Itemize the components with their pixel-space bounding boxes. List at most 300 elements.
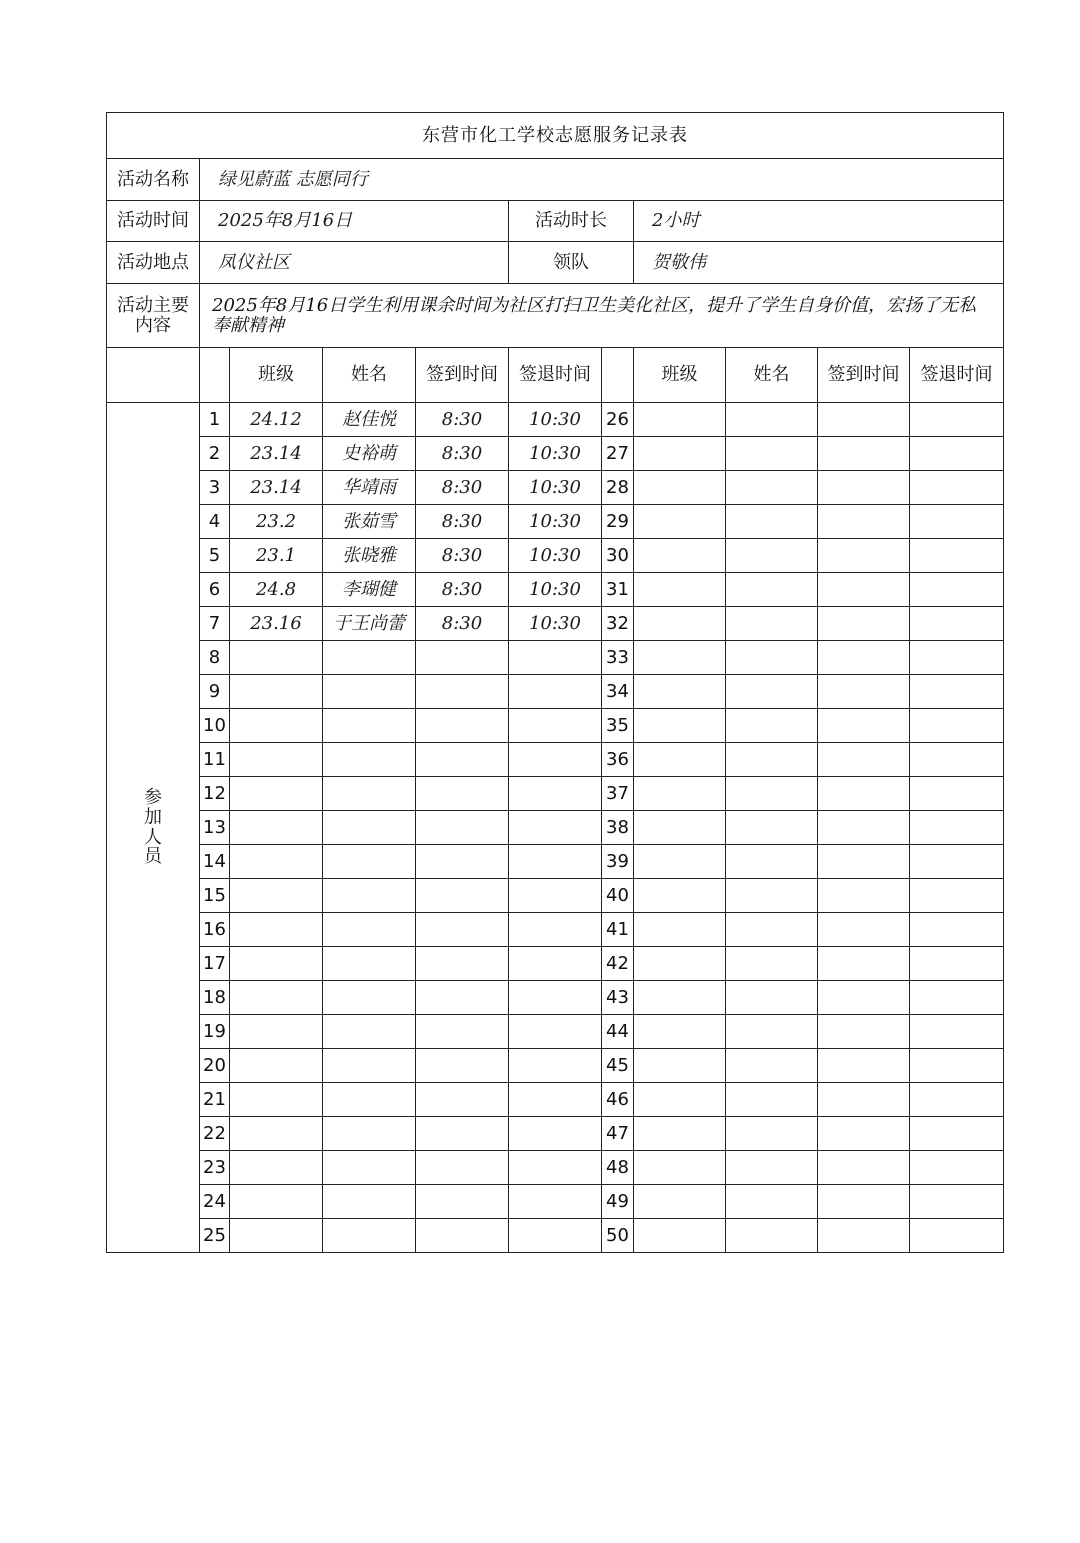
signin-cell [818,811,910,845]
record-table [106,112,1004,1253]
class-cell [634,1049,726,1083]
signout-cell [910,947,1004,981]
class-cell [230,743,323,777]
name-cell [323,1083,416,1117]
row-number-right: 45 [602,1049,634,1083]
row-number-left: 2 [200,437,230,471]
name-cell [323,1219,416,1253]
row-number-left: 9 [200,675,230,709]
name-cell [323,641,416,675]
signout-cell [910,1117,1004,1151]
signin-cell [818,403,910,437]
signin-cell [416,1185,509,1219]
row-number-right: 26 [602,403,634,437]
signin-cell [818,845,910,879]
header-no-blank-left [200,348,230,403]
signin-cell [416,709,509,743]
signout-cell [509,1151,602,1185]
row-number-left: 24 [200,1185,230,1219]
volunteer-record-form [106,112,1003,1252]
form-title: 东营市化工学校志愿服务记录表 [107,113,1004,159]
class-cell [634,403,726,437]
name-cell [726,947,818,981]
signin-cell: 8:30 [416,403,509,437]
participant-row [107,777,1004,811]
name-cell [323,1117,416,1151]
leader-label: 领队 [509,242,634,284]
signout-cell [910,879,1004,913]
name-cell [323,1015,416,1049]
row-number-right: 47 [602,1117,634,1151]
signin-cell [416,811,509,845]
name-cell [726,437,818,471]
name-cell [726,777,818,811]
signout-cell [910,607,1004,641]
row-number-left: 12 [200,777,230,811]
signout-cell [509,675,602,709]
signin-cell [818,777,910,811]
class-cell [634,437,726,471]
class-cell [230,845,323,879]
row-number-right: 37 [602,777,634,811]
signout-cell [509,1049,602,1083]
signin-cell [818,1049,910,1083]
signout-cell [509,1083,602,1117]
class-cell [634,947,726,981]
signout-cell [509,1015,602,1049]
name-cell [726,1219,818,1253]
row-number-right: 30 [602,539,634,573]
row-number-left: 7 [200,607,230,641]
name-cell [726,471,818,505]
participant-row [107,1151,1004,1185]
class-cell [634,913,726,947]
name-cell [726,879,818,913]
row-number-left: 17 [200,947,230,981]
name-cell: 华靖雨 [323,471,416,505]
row-number-right: 38 [602,811,634,845]
row-number-left: 3 [200,471,230,505]
class-cell [634,879,726,913]
signout-cell [910,403,1004,437]
signin-cell: 8:30 [416,505,509,539]
participants-label: 参 加 人 员 [107,403,200,1253]
row-number-left: 1 [200,403,230,437]
participant-row [107,641,1004,675]
row-number-left: 20 [200,1049,230,1083]
activity-name-value: 绿见蔚蓝 志愿同行 [200,159,1004,201]
participant-row [107,471,1004,505]
name-cell [726,811,818,845]
signout-cell: 10:30 [509,471,602,505]
row-number-right: 49 [602,1185,634,1219]
signin-cell [818,981,910,1015]
signout-cell [509,777,602,811]
participant-row [107,403,1004,437]
name-cell: 李瑚健 [323,573,416,607]
class-cell [634,845,726,879]
participant-row [107,947,1004,981]
class-cell: 23.14 [230,471,323,505]
signout-cell [509,709,602,743]
name-cell [726,845,818,879]
signin-cell [818,675,910,709]
signin-cell [416,981,509,1015]
signin-cell [818,607,910,641]
participant-row [107,675,1004,709]
signin-cell [818,1151,910,1185]
row-number-left: 15 [200,879,230,913]
signin-cell [416,879,509,913]
signin-cell [416,777,509,811]
class-cell [634,607,726,641]
signout-cell [910,641,1004,675]
signout-cell [910,1185,1004,1219]
name-cell: 于王尚蕾 [323,607,416,641]
class-cell [230,1015,323,1049]
signin-cell [416,947,509,981]
signin-cell [818,1219,910,1253]
signout-cell [910,471,1004,505]
location-label: 活动地点 [107,242,200,284]
row-number-right: 50 [602,1219,634,1253]
signin-cell [818,573,910,607]
signin-cell: 8:30 [416,573,509,607]
signin-cell [818,471,910,505]
participant-row [107,1049,1004,1083]
participant-row [107,981,1004,1015]
signin-cell [818,879,910,913]
signin-cell [416,641,509,675]
name-cell [323,1151,416,1185]
signout-cell [910,811,1004,845]
signout-cell [910,505,1004,539]
row-number-right: 36 [602,743,634,777]
class-cell [634,777,726,811]
row-number-right: 32 [602,607,634,641]
participant-row [107,1185,1004,1219]
name-cell [726,403,818,437]
signin-cell [818,1015,910,1049]
class-cell [230,947,323,981]
class-cell [230,1117,323,1151]
header-name-left: 姓名 [323,348,416,403]
class-cell [634,573,726,607]
signout-cell: 10:30 [509,539,602,573]
name-cell [726,1185,818,1219]
class-cell [634,1083,726,1117]
signin-cell [416,1049,509,1083]
signout-cell [509,1185,602,1219]
signin-cell [818,1083,910,1117]
class-cell [230,675,323,709]
class-cell [230,1151,323,1185]
row-number-right: 34 [602,675,634,709]
row-number-left: 4 [200,505,230,539]
participant-row [107,1015,1004,1049]
participant-row [107,709,1004,743]
participant-row [107,437,1004,471]
name-cell [323,947,416,981]
row-number-left: 18 [200,981,230,1015]
signout-cell [910,539,1004,573]
row-number-right: 35 [602,709,634,743]
class-cell: 24.12 [230,403,323,437]
class-cell [230,879,323,913]
name-cell [323,777,416,811]
class-cell: 23.1 [230,539,323,573]
name-cell [726,1117,818,1151]
row-number-right: 48 [602,1151,634,1185]
signout-cell [509,1219,602,1253]
signin-cell [416,675,509,709]
name-cell [726,1015,818,1049]
participant-row [107,879,1004,913]
signout-cell: 10:30 [509,403,602,437]
class-cell [634,1219,726,1253]
signout-cell: 10:30 [509,505,602,539]
signin-cell: 8:30 [416,471,509,505]
class-cell [230,981,323,1015]
row-number-right: 46 [602,1083,634,1117]
header-signout-right: 签退时间 [910,348,1004,403]
name-cell [726,607,818,641]
name-cell [726,743,818,777]
content-value: 2025年8月16日学生利用课余时间为社区打扫卫生美化社区，提升了学生自身价值，宏扬了无私奉献精神 [200,284,1004,348]
name-cell: 史裕萌 [323,437,416,471]
signout-cell [509,1117,602,1151]
signin-cell [416,1015,509,1049]
header-class-right: 班级 [634,348,726,403]
signout-cell: 10:30 [509,607,602,641]
row-number-left: 22 [200,1117,230,1151]
class-cell [634,505,726,539]
class-cell [634,981,726,1015]
name-cell [726,913,818,947]
signout-cell [910,777,1004,811]
signin-cell: 8:30 [416,539,509,573]
name-cell [726,641,818,675]
class-cell [634,743,726,777]
header-name-right: 姓名 [726,348,818,403]
row-number-left: 8 [200,641,230,675]
signin-cell [818,947,910,981]
signout-cell: 10:30 [509,437,602,471]
participant-row [107,1117,1004,1151]
signout-cell [509,641,602,675]
activity-name-label: 活动名称 [107,159,200,201]
row-number-left: 25 [200,1219,230,1253]
name-cell [726,573,818,607]
participant-row [107,573,1004,607]
row-number-right: 33 [602,641,634,675]
class-cell: 24.8 [230,573,323,607]
class-cell [634,1185,726,1219]
row-number-right: 29 [602,505,634,539]
class-cell [230,811,323,845]
signout-cell [910,1015,1004,1049]
name-cell [323,1049,416,1083]
signout-cell [910,573,1004,607]
signout-cell [910,981,1004,1015]
header-blank [107,348,200,403]
class-cell: 23.2 [230,505,323,539]
signin-cell [416,743,509,777]
row-number-right: 44 [602,1015,634,1049]
name-cell [323,981,416,1015]
name-cell: 张茹雪 [323,505,416,539]
name-cell [323,913,416,947]
name-cell [726,981,818,1015]
signin-cell [416,845,509,879]
activity-time-label: 活动时间 [107,201,200,242]
signout-cell [910,1049,1004,1083]
signout-cell [910,913,1004,947]
name-cell [323,879,416,913]
leader-value: 贺敬伟 [634,242,1004,284]
class-cell [634,1151,726,1185]
row-number-right: 31 [602,573,634,607]
class-cell [230,1185,323,1219]
class-cell [230,1219,323,1253]
name-cell: 赵佳悦 [323,403,416,437]
signout-cell [509,981,602,1015]
class-cell [634,675,726,709]
signin-cell: 8:30 [416,437,509,471]
participant-row [107,1219,1004,1253]
signin-cell [818,505,910,539]
name-cell [726,1049,818,1083]
row-number-left: 10 [200,709,230,743]
signout-cell [509,879,602,913]
signin-cell [818,437,910,471]
row-number-right: 41 [602,913,634,947]
participant-row [107,845,1004,879]
signout-cell [910,1219,1004,1253]
signout-cell [509,913,602,947]
row-number-left: 13 [200,811,230,845]
name-cell [323,845,416,879]
row-number-right: 39 [602,845,634,879]
class-cell [634,1015,726,1049]
signout-cell [910,1151,1004,1185]
signin-cell [818,743,910,777]
row-number-left: 16 [200,913,230,947]
signout-cell [910,743,1004,777]
name-cell [323,811,416,845]
signout-cell: 10:30 [509,573,602,607]
name-cell [323,709,416,743]
row-number-right: 28 [602,471,634,505]
class-cell [634,539,726,573]
signin-cell [416,1151,509,1185]
signout-cell [910,437,1004,471]
class-cell [634,709,726,743]
class-cell: 23.16 [230,607,323,641]
class-cell: 23.14 [230,437,323,471]
participant-row [107,505,1004,539]
participant-row [107,1083,1004,1117]
signin-cell [818,1117,910,1151]
name-cell [726,539,818,573]
signout-cell [509,947,602,981]
participant-row [107,811,1004,845]
participant-row [107,539,1004,573]
row-number-right: 43 [602,981,634,1015]
participant-row [107,607,1004,641]
name-cell [323,743,416,777]
signin-cell [416,913,509,947]
class-cell [230,709,323,743]
signin-cell [818,539,910,573]
signout-cell [509,743,602,777]
class-cell [634,641,726,675]
class-cell [230,913,323,947]
class-cell [230,777,323,811]
signin-cell: 8:30 [416,607,509,641]
class-cell [634,811,726,845]
header-signout-left: 签退时间 [509,348,602,403]
row-number-left: 11 [200,743,230,777]
signin-cell [818,1185,910,1219]
signin-cell [416,1219,509,1253]
header-signin-left: 签到时间 [416,348,509,403]
class-cell [230,641,323,675]
header-no-blank-right [602,348,634,403]
name-cell [726,1151,818,1185]
row-number-left: 14 [200,845,230,879]
signin-cell [818,641,910,675]
class-cell [634,471,726,505]
row-number-right: 27 [602,437,634,471]
location-value: 凤仪社区 [200,242,509,284]
signin-cell [818,709,910,743]
header-signin-right: 签到时间 [818,348,910,403]
signin-cell [416,1117,509,1151]
name-cell [726,505,818,539]
name-cell [323,1185,416,1219]
name-cell [726,709,818,743]
participant-row [107,743,1004,777]
activity-time-value: 2025年8月16日 [200,201,509,242]
row-number-left: 5 [200,539,230,573]
signout-cell [910,675,1004,709]
row-number-left: 21 [200,1083,230,1117]
row-number-right: 40 [602,879,634,913]
signout-cell [509,845,602,879]
class-cell [634,1117,726,1151]
column-header-row [107,348,1004,403]
participant-row [107,913,1004,947]
signin-cell [818,913,910,947]
name-cell [323,675,416,709]
header-class-left: 班级 [230,348,323,403]
signout-cell [910,709,1004,743]
class-cell [230,1049,323,1083]
duration-value: 2小时 [634,201,1004,242]
row-number-left: 19 [200,1015,230,1049]
row-number-left: 23 [200,1151,230,1185]
name-cell [726,1083,818,1117]
signin-cell [416,1083,509,1117]
signout-cell [910,845,1004,879]
row-number-left: 6 [200,573,230,607]
name-cell [726,675,818,709]
class-cell [230,1083,323,1117]
signout-cell [509,811,602,845]
duration-label: 活动时长 [509,201,634,242]
content-label: 活动主要内容 [107,284,200,348]
